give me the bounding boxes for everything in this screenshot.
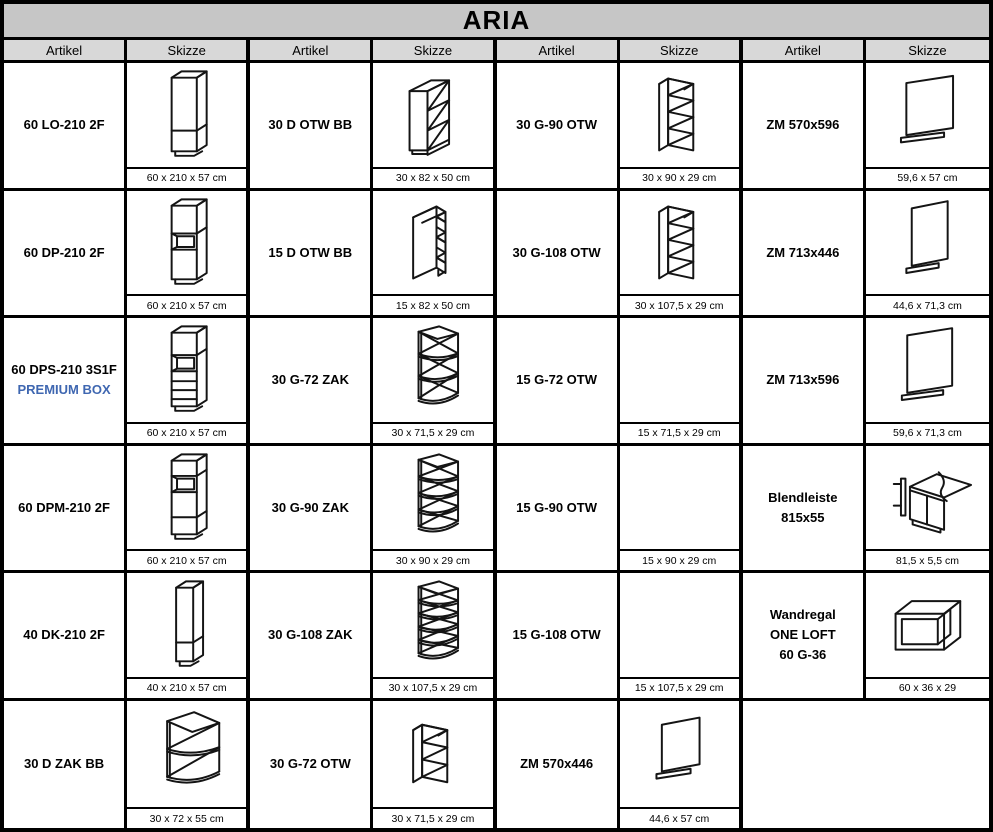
article-label: ZM 713x596 xyxy=(766,372,840,388)
article-cell xyxy=(743,191,866,319)
sketch-cell xyxy=(127,701,250,829)
article-label: 15 G-90 OTW xyxy=(516,499,598,515)
column-header-artikel: Artikel xyxy=(4,40,127,63)
tall-oven-drawer-cabinet-sketch-icon xyxy=(127,318,246,422)
article-label: ZM 570x446 xyxy=(520,756,594,772)
dimensions-label: 59,6 x 57 cm xyxy=(866,167,989,188)
sketch-cell xyxy=(620,446,743,574)
article-cell xyxy=(250,63,373,191)
open-wall-shelf-sketch-icon xyxy=(620,63,739,167)
sketch-cell xyxy=(866,63,989,191)
article-label: ZM 570x596 xyxy=(766,117,840,133)
sketch-cell xyxy=(373,446,496,574)
article-label: 30 G-72 OTW xyxy=(269,756,351,772)
article-cell xyxy=(4,318,127,446)
open-wall-shelf-sketch-icon xyxy=(373,701,492,808)
dimensions-label: 40 x 210 x 57 cm xyxy=(127,677,246,698)
sketch-cell xyxy=(866,446,989,574)
article-cell xyxy=(743,446,866,574)
tall-oven-cabinet-sketch-icon xyxy=(127,191,246,295)
article-label: 30 G-108 OTW xyxy=(512,244,601,260)
column-header-skizze: Skizze xyxy=(620,40,743,63)
dimensions-label: 81,5 x 5,5 cm xyxy=(866,549,989,570)
column-header-skizze: Skizze xyxy=(373,40,496,63)
dimensions-label: 15 x 71,5 x 29 cm xyxy=(620,422,739,443)
sketch-cell xyxy=(373,573,496,701)
article-label: 15 D OTW BB xyxy=(268,244,353,260)
filler-strip-cabinet-sketch-icon xyxy=(866,446,989,550)
tall-cabinet-2-door-sketch-icon xyxy=(127,63,246,167)
dimensions-label: 60 x 210 x 57 cm xyxy=(127,549,246,570)
dimensions-label: 15 x 107,5 x 29 cm xyxy=(620,677,739,698)
sketch-cell xyxy=(620,318,743,446)
appliance-front-panel-sketch-icon xyxy=(866,191,989,295)
article-label: 40 DK-210 2F xyxy=(23,627,105,643)
dimensions-label: 59,6 x 71,3 cm xyxy=(866,422,989,443)
article-cell xyxy=(250,573,373,701)
corner-end-shelf-sketch-icon xyxy=(373,318,492,422)
corner-end-shelf-sketch-icon xyxy=(373,573,492,677)
appliance-front-panel-sketch-icon xyxy=(866,318,989,422)
column-header-artikel: Artikel xyxy=(743,40,866,63)
dimensions-label: 30 x 107,5 x 29 cm xyxy=(620,294,739,315)
narrow-open-wall-shelf-sketch-icon xyxy=(620,446,739,550)
article-label: 60 DPS-210 3S1F xyxy=(11,362,117,378)
article-label: 60 LO-210 2F xyxy=(23,117,105,133)
dimensions-label: 30 x 71,5 x 29 cm xyxy=(373,807,492,828)
narrow-open-wall-shelf-sketch-icon xyxy=(620,573,739,677)
article-cell xyxy=(497,63,620,191)
corner-end-shelf-sketch-icon xyxy=(373,446,492,550)
sketch-cell xyxy=(866,573,989,701)
article-label: 60 G-36 xyxy=(779,647,827,663)
dimensions-label: 30 x 82 x 50 cm xyxy=(373,167,492,188)
sketch-cell xyxy=(373,318,496,446)
sketch-cell xyxy=(373,701,496,829)
dimensions-label: 44,6 x 71,3 cm xyxy=(866,294,989,315)
article-cell xyxy=(497,318,620,446)
narrow-open-base-shelf-sketch-icon xyxy=(373,191,492,295)
open-wall-shelf-sketch-icon xyxy=(620,191,739,295)
article-cell xyxy=(4,63,127,191)
article-cell xyxy=(497,191,620,319)
article-cell xyxy=(743,63,866,191)
open-frame-wall-shelf-sketch-icon xyxy=(866,573,989,677)
article-label: 30 D ZAK BB xyxy=(23,756,105,772)
sketch-cell xyxy=(127,573,250,701)
dimensions-label: 30 x 72 x 55 cm xyxy=(127,807,246,828)
dimensions-label: 60 x 36 x 29 xyxy=(866,677,989,698)
column-header-skizze: Skizze xyxy=(127,40,250,63)
dimensions-label: 30 x 107,5 x 29 cm xyxy=(373,677,492,698)
article-cell xyxy=(497,701,620,829)
tall-narrow-cabinet-sketch-icon xyxy=(127,573,246,677)
article-cell xyxy=(4,446,127,574)
sketch-cell xyxy=(373,63,496,191)
dimensions-label: 44,6 x 57 cm xyxy=(620,807,739,828)
article-label: 30 G-72 ZAK xyxy=(271,372,349,388)
empty-cell xyxy=(743,701,989,829)
article-cell xyxy=(250,318,373,446)
narrow-open-wall-shelf-sketch-icon xyxy=(620,318,739,422)
article-cell xyxy=(743,318,866,446)
article-label: 15 G-72 OTW xyxy=(516,372,598,388)
column-header-artikel: Artikel xyxy=(250,40,373,63)
article-label: 30 D OTW BB xyxy=(268,117,353,133)
sketch-cell xyxy=(127,318,250,446)
article-label: 60 DPM-210 2F xyxy=(18,499,110,515)
sketch-cell xyxy=(620,701,743,829)
tall-microwave-cabinet-sketch-icon xyxy=(127,446,246,550)
article-cell xyxy=(250,701,373,829)
corner-end-base-shelf-sketch-icon xyxy=(127,701,246,808)
column-header-artikel: Artikel xyxy=(497,40,620,63)
dimensions-label: 15 x 82 x 50 cm xyxy=(373,294,492,315)
page-title: ARIA xyxy=(4,4,989,40)
article-label: 15 G-108 OTW xyxy=(512,627,601,643)
sketch-cell xyxy=(620,573,743,701)
article-cell xyxy=(250,191,373,319)
dimensions-label: 30 x 90 x 29 cm xyxy=(373,549,492,570)
article-cell xyxy=(250,446,373,574)
article-label: ONE LOFT xyxy=(769,627,836,643)
dimensions-label: 30 x 90 x 29 cm xyxy=(620,167,739,188)
article-cell xyxy=(497,446,620,574)
sketch-cell xyxy=(866,318,989,446)
sketch-cell xyxy=(620,63,743,191)
article-label: 30 G-90 OTW xyxy=(516,117,598,133)
appliance-front-panel-sketch-icon xyxy=(620,701,739,808)
appliance-front-panel-sketch-icon xyxy=(866,63,989,167)
sketch-cell xyxy=(127,191,250,319)
dimensions-label: 15 x 90 x 29 cm xyxy=(620,549,739,570)
sketch-cell xyxy=(866,191,989,319)
dimensions-label: 60 x 210 x 57 cm xyxy=(127,167,246,188)
article-label: 815x55 xyxy=(781,509,825,525)
article-label: 30 G-90 ZAK xyxy=(271,499,349,515)
sketch-cell xyxy=(127,446,250,574)
dimensions-label: 60 x 210 x 57 cm xyxy=(127,422,246,443)
premium-box-label: PREMIUM BOX xyxy=(17,382,111,398)
sketch-cell xyxy=(127,63,250,191)
sketch-cell xyxy=(620,191,743,319)
article-label: Blendleiste xyxy=(768,489,838,505)
article-label: Wandregal xyxy=(769,607,836,623)
column-header-skizze: Skizze xyxy=(866,40,989,63)
article-label: 60 DP-210 2F xyxy=(23,244,105,260)
article-cell xyxy=(4,191,127,319)
article-cell xyxy=(4,573,127,701)
article-label: 30 G-108 ZAK xyxy=(268,627,353,643)
dimensions-label: 30 x 71,5 x 29 cm xyxy=(373,422,492,443)
dimensions-label: 60 x 210 x 57 cm xyxy=(127,294,246,315)
article-cell xyxy=(743,573,866,701)
article-label: ZM 713x446 xyxy=(766,244,840,260)
open-base-shelf-sketch-icon xyxy=(373,63,492,167)
article-cell xyxy=(497,573,620,701)
article-cell xyxy=(4,701,127,829)
sketch-cell xyxy=(373,191,496,319)
